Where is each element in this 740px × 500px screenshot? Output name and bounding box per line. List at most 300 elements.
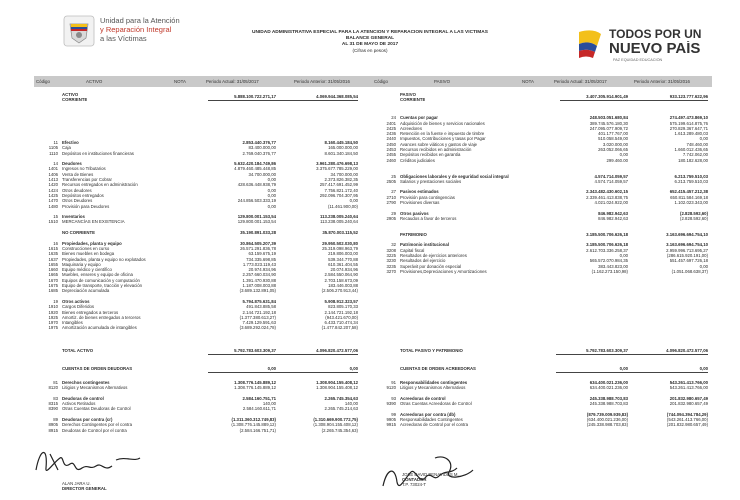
account-label: Cuentas por pagar xyxy=(400,115,438,121)
account-value-actual: 0,00 xyxy=(619,152,628,158)
account-value-actual: 263.052.066,65 xyxy=(598,147,628,153)
account-code: 1660 xyxy=(48,267,58,273)
activo-title: ACTIVO xyxy=(62,92,79,97)
account-code: 29 xyxy=(391,210,396,216)
account-label: Caja xyxy=(62,145,71,151)
right-logo xyxy=(575,26,705,68)
right-label-column xyxy=(400,110,548,274)
contador-tp: T.P. 73024-T xyxy=(402,482,427,487)
left-orden-actual-column xyxy=(204,380,276,433)
total-pasivo-underline xyxy=(556,354,708,355)
account-value-actual: 0,00 xyxy=(267,203,276,209)
account-value-anterior: 3.163.696.694.754,10 xyxy=(666,231,708,237)
account-value-actual: 1.187.008.003,88 xyxy=(242,283,276,289)
col-activo: ACTIVO xyxy=(86,78,103,84)
orden-value-actual: 2.584.160.611,71 xyxy=(242,406,276,412)
orden-code: 9390 xyxy=(386,401,396,407)
account-value-actual: 299.460.00 xyxy=(606,157,628,163)
account-value-actual: 35.190.891.033,28 xyxy=(240,230,276,236)
pasivo-total-underline xyxy=(560,100,708,101)
account-label: Créditos judiciales xyxy=(400,157,435,163)
account-code: 1480 xyxy=(48,203,58,209)
account-label: Provisiones diversas xyxy=(400,200,440,206)
account-value-actual: 3.185.500.706.626,18 xyxy=(586,242,628,248)
orden-label: Activos Retirados xyxy=(62,401,96,407)
account-code: 1975 xyxy=(48,325,58,331)
account-code: 1920 xyxy=(48,309,58,315)
orden-label: Litigios y Mecanismos Alternativos xyxy=(62,385,128,391)
account-value-anterior: 0,00 xyxy=(699,136,708,142)
account-value-anterior: 2.959.996.713.695,27 xyxy=(666,247,708,253)
account-label: Provisiones,Depreciaciones y Amortizaciones xyxy=(400,268,487,274)
account-value-anterior: 3.375.677.785.229,00 xyxy=(316,166,358,172)
orden-value-anterior: (744.094.394.784,29) xyxy=(666,411,708,417)
account-label: Equipos de comunicación y computación xyxy=(62,277,140,283)
account-code: 2905 xyxy=(386,215,396,221)
account-label: Inventarios xyxy=(62,214,85,220)
account-code: 1413 xyxy=(48,177,58,183)
account-value-actual: 1.391.470.930,88 xyxy=(242,277,276,283)
account-value-actual: (1.162.273.150,98) xyxy=(591,268,628,274)
left-orden-code-column xyxy=(40,380,58,433)
orden-value-actual: 140,00 xyxy=(262,401,276,407)
pasivo-corriente-title: CORRIENTE xyxy=(400,97,426,102)
orden-label: Responsabilidades contingentes xyxy=(400,380,468,385)
account-code: 1110 xyxy=(49,150,58,156)
orden-deudoras-title: CUENTAS DE ORDEN DEUDORAS xyxy=(62,366,133,371)
orden-value-anterior: 201.832.980.657,49 xyxy=(669,395,708,401)
account-value-actual: 20.974.934,96 xyxy=(248,267,276,273)
account-code: 3270 xyxy=(386,268,396,274)
colombia-shield-icon xyxy=(62,14,96,48)
account-value-actual: 491.843.885,58 xyxy=(246,304,276,310)
orden-value-anterior: (2.265.745.354,63) xyxy=(321,427,358,433)
orden-deudoras-val1: 0,00 xyxy=(267,366,276,371)
account-code: 32 xyxy=(391,242,396,248)
account-code: 2460 xyxy=(386,157,396,163)
report-title: UNIDAD ADMINISTRATIVA ESPECIAL PARA LA ATENCION Y REPARACION INTEGRAL A LAS VICTIMAS xyxy=(252,30,488,35)
account-code: 1420 xyxy=(48,182,58,188)
account-label: Maquinaria y equipo xyxy=(62,261,101,267)
orden-value-anterior: (543.261.413.766,00) xyxy=(666,417,708,423)
activo-total-actual: 5.888.100.722.271,17 xyxy=(234,94,276,99)
col-periodo-actual-right: Periodo Actual: 31/05/2017 xyxy=(554,78,607,84)
col-periodo-anterior-left: Periodo Anterior: 31/05/2016 xyxy=(294,78,350,84)
orden-value-actual: (1.308.776.145.889,12) xyxy=(231,422,276,428)
account-value-anterior: (1.051.068.638,37) xyxy=(671,268,708,274)
account-label: Superávit por donación especial xyxy=(400,263,462,269)
account-value-anterior: (1.477.842.207,58) xyxy=(321,325,358,331)
account-label: Patrimonio institucional xyxy=(400,242,449,248)
account-label: Construcciones en curso xyxy=(62,245,110,251)
account-value-anterior: 29.950.502.030,80 xyxy=(322,240,358,246)
account-value-anterior: 1.660.012.436,65 xyxy=(674,147,708,153)
account-label: MERCANCÍAS EN EXISTENCIA xyxy=(62,219,125,225)
account-value-actual: 2.339.461.413.838,75 xyxy=(586,194,628,200)
account-value-anterior: 7.742.062,00 xyxy=(682,152,708,158)
total-activo-label: TOTAL ACTIVO xyxy=(62,348,94,353)
account-label: Recaudos a favor de terceros xyxy=(400,215,457,221)
account-code: 1665 xyxy=(48,272,58,278)
orden-label: Otras Cuentas Acreedoras de Control xyxy=(400,401,472,407)
orden-value-anterior: 2.265.745.354,63 xyxy=(324,395,358,401)
account-value-actual: 0,00 xyxy=(267,192,276,198)
account-value-anterior: 8.601.340.184,50 xyxy=(324,150,358,156)
column-header-bar xyxy=(34,76,712,87)
account-label: Cargos Diferidos xyxy=(62,304,95,310)
account-label: Equipo médico y científico xyxy=(62,267,112,273)
account-label: NO CORRIENTE xyxy=(62,230,95,236)
orden-code: 8390 xyxy=(48,406,58,412)
account-value-anterior: 3.961.280.476.698,13 xyxy=(316,161,358,167)
account-value-anterior: 748.460,00 xyxy=(686,141,708,147)
account-value-anterior: 113.238.005.240,64 xyxy=(320,214,358,220)
left-logo-line-3: a las Víctimas xyxy=(100,34,147,43)
right-logo-tagline: PAZ EQUIDAD EDUCACIÓN xyxy=(613,58,663,62)
account-value-anterior: 3.163.696.694.754,10 xyxy=(666,242,708,248)
orden-code: 99 xyxy=(391,411,396,417)
account-label: Transferencias por Cobrar xyxy=(62,177,112,183)
account-value-actual: 389.745.576.180,30 xyxy=(589,120,628,126)
account-code: 1925 xyxy=(48,314,58,320)
account-value-actual: 4.021.024.922,00 xyxy=(594,200,628,206)
account-code: 1685 xyxy=(48,288,58,294)
account-value-actual: 0,00 xyxy=(267,187,276,193)
orden-label: Acreedoras por contra (db) xyxy=(400,411,456,417)
right-orden-anterior-column xyxy=(632,380,708,428)
account-value-actual: 0,00 xyxy=(619,253,628,259)
account-code: 19 xyxy=(53,298,58,304)
orden-code: 89 xyxy=(53,417,58,423)
account-value-actual: 5.632.420.184.749,86 xyxy=(234,161,276,167)
account-label: Propiedades, planta y equipo no explotados xyxy=(62,256,146,262)
account-label: Amortización acumulada de intangibles xyxy=(62,325,137,331)
account-code: 1655 xyxy=(48,261,58,267)
account-code: 1615 xyxy=(48,245,58,251)
account-value-actual: 0,00 xyxy=(267,177,276,183)
account-value-anterior: 2.373.826.382,35 xyxy=(324,177,358,183)
orden-label: Derechos contingentes xyxy=(62,380,110,385)
orden-value-anterior: 140,00 xyxy=(344,401,358,407)
pasivo-total-anterior: 933.123.777.622,96 xyxy=(669,94,708,99)
right-actual-column xyxy=(552,110,628,274)
account-label: Obligaciones laborales y de seguridad social integral xyxy=(400,173,509,179)
account-value-anterior: 823.805.170,33 xyxy=(328,304,358,310)
left-anterior-column xyxy=(286,140,358,331)
orden-code: 8120 xyxy=(48,385,58,391)
account-code: 1637 xyxy=(48,256,58,262)
account-code: 1635 xyxy=(48,251,58,257)
orden-value-actual: 2.584.160.751,71 xyxy=(242,395,276,401)
account-value-anterior: 6.213.759.510,03 xyxy=(674,173,708,179)
account-code: 11 xyxy=(53,140,58,145)
account-code: 1670 xyxy=(48,277,58,283)
account-value-actual: 401.177.767,00 xyxy=(598,131,628,137)
account-value-anterior: 35.870.003.115,52 xyxy=(322,230,358,236)
account-label: Recursos entregados en administración xyxy=(62,182,138,188)
account-code: 14 xyxy=(53,161,58,167)
account-value-anterior: 180.182.628,00 xyxy=(678,157,708,163)
orden-code: 8315 xyxy=(48,401,58,407)
account-value-anterior: 610.361.404,55 xyxy=(328,261,358,267)
total-activo-actual: 5.792.783.603.309,37 xyxy=(234,348,276,353)
account-value-anterior: 219.806.003,00 xyxy=(328,251,358,257)
account-code: 16 xyxy=(53,240,58,246)
account-value-actual: 846.982.942,63 xyxy=(598,210,628,216)
orden-code: 8915 xyxy=(48,427,58,433)
orden-value-actual: (1.311.360.312.749,83) xyxy=(231,417,276,423)
orden-label: Acreedoras de control xyxy=(400,395,446,401)
orden-acreedoras-title: CUENTAS DE ORDEN ACREEDORAS xyxy=(400,366,476,371)
account-value-anterior: 0,00 xyxy=(699,263,708,269)
report-subtitle: BALANCE GENERAL xyxy=(345,36,395,41)
left-orden-label-column xyxy=(62,380,202,433)
account-value-actual: 3.185.500.706.626,18 xyxy=(586,231,628,237)
orden-code: 9915 xyxy=(386,422,396,428)
col-codigo-right: Código xyxy=(374,78,388,84)
account-value-actual: 1.773.023.119,43 xyxy=(242,261,276,267)
orden-value-actual: (2.584.166.751,71) xyxy=(239,427,276,433)
account-label: Intangibles xyxy=(62,320,83,326)
account-value-anterior: (2.828.592,60) xyxy=(680,210,708,216)
account-value-anterior: 292.096.704.307,95 xyxy=(319,192,358,198)
account-value-anterior: 551.457.697.726,18 xyxy=(669,258,708,264)
account-value-actual: 30.864.505.207,39 xyxy=(240,240,276,246)
right-logo-line-1: TODOS POR UN xyxy=(609,28,702,41)
account-value-actual: 2.612.703.336.258,37 xyxy=(586,247,628,253)
orden-value-actual: 634.400.021.236,00 xyxy=(589,385,628,391)
orden-code: 8905 xyxy=(48,422,58,428)
account-value-actual: 7.429.129.591,63 xyxy=(242,320,276,326)
right-orden-actual-column xyxy=(552,380,628,428)
account-value-anterior: 652.415.457.212,38 xyxy=(669,189,708,195)
account-code: 1424 xyxy=(48,187,58,193)
orden-label: Deudoras de Control por el contra xyxy=(62,427,127,433)
orden-value-anterior: (201.832.980.657,49) xyxy=(666,422,708,428)
account-code: 1470 xyxy=(48,198,58,204)
account-value-anterior: 34.700.000,00 xyxy=(330,171,358,177)
orden-label: Litigios y Mecanismos Alternativos xyxy=(400,385,466,391)
account-label: Equipo de transporte, tracción y elevación xyxy=(62,283,143,289)
account-value-actual: 129.800.001.153,54 xyxy=(237,214,276,220)
account-code: 27 xyxy=(391,189,396,195)
total-activo-underline xyxy=(208,354,358,355)
account-label: Retención en la fuente e impuesto de timbre xyxy=(400,131,485,137)
account-label: Acreedores xyxy=(400,125,422,131)
right-orden-label-column xyxy=(400,380,548,428)
left-logo-line-1: Unidad para la Atención xyxy=(100,16,180,25)
report-unit: (Cifras en pesos) xyxy=(352,48,388,53)
orden-label: Acreedoras de Control por el contra xyxy=(400,422,469,428)
account-value-actual: 26.571.291.836,78 xyxy=(240,245,276,251)
left-logo-line-2: y Reparación Integral xyxy=(100,25,172,34)
account-value-anterior: 650.811.584.169,18 xyxy=(670,194,708,200)
left-label-column xyxy=(62,140,202,331)
left-code-column xyxy=(40,140,58,331)
account-value-anterior: (2.506.270.913,44) xyxy=(321,288,358,294)
account-value-anterior: 539.344.770,88 xyxy=(328,256,358,262)
account-value-actual: 2.257.660.034,90 xyxy=(242,272,276,278)
account-value-actual: 2.144.721.192,18 xyxy=(242,309,276,315)
account-code: 1970 xyxy=(48,320,58,326)
director-role: DIRECTOR GENERAL xyxy=(62,486,107,491)
total-pasivo-patrimonio-label: TOTAL PASIVO Y PATRIMONIO xyxy=(400,348,463,353)
activo-total-anterior: 4.069.944.368.085,54 xyxy=(316,94,358,99)
account-value-actual: 4.574.714.059,57 xyxy=(594,178,628,184)
account-value-actual: 428.636.448.938,79 xyxy=(237,182,276,188)
account-value-actual: 247.095.077.909,72 xyxy=(589,125,628,131)
orden-value-actual: 1.308.776.145.889,12 xyxy=(234,385,276,391)
orden-value-anterior: 1.308.904.155.408,12 xyxy=(316,385,358,391)
account-code: 2401 xyxy=(386,120,396,126)
account-label: Provisión para Deudores xyxy=(62,203,110,209)
report-date: AL 31 DE MAYO DE 2017 xyxy=(341,42,399,47)
orden-acreedoras-val1: 0,00 xyxy=(619,366,628,371)
account-value-actual: 734.335.698,85 xyxy=(246,256,276,262)
account-value-anterior: 1.102.023.343,00 xyxy=(674,200,708,206)
orden-value-actual: 245.338.988.703,83 xyxy=(589,395,628,401)
account-value-anterior: 25.319.098.963,79 xyxy=(322,245,358,251)
col-periodo-anterior-right: Periodo Anterior: 31/05/2016 xyxy=(634,78,690,84)
orden-code: 83 xyxy=(53,395,58,401)
orden-value-anterior: 2.265.745.214,63 xyxy=(324,406,358,412)
account-value-anterior: 113.238.005.240,64 xyxy=(320,219,358,225)
orden-value-anterior: 1.308.904.155.408,12 xyxy=(316,380,358,385)
account-value-anterior: (2.828.592,60) xyxy=(680,215,708,221)
total-pasivo-patrimonio-actual: 5.792.783.603.309,37 xyxy=(586,348,628,353)
account-label: Deudores xyxy=(62,161,82,167)
account-code: 1675 xyxy=(48,283,58,289)
orden-label: Responsabilidades Contingentes xyxy=(400,417,463,423)
account-label: Avances sobre viáticos y gastos de viaje xyxy=(400,141,478,147)
total-pasivo-patrimonio-anterior: 4.096.820.472.577,06 xyxy=(666,348,708,353)
account-value-anterior: 5.908.912.323,57 xyxy=(324,298,358,304)
right-code-column xyxy=(378,110,396,274)
left-orden-anterior-column xyxy=(286,380,358,433)
account-label: Bienes entregados a terceros xyxy=(62,309,119,315)
account-value-actual: 248.503.051.680,84 xyxy=(589,115,628,121)
account-value-actual: 244.856.503.333,19 xyxy=(237,198,276,204)
account-label: Muebles, enseres y equipo de oficina xyxy=(62,272,133,278)
pasivo-title: PASIVO xyxy=(400,92,416,97)
account-value-anterior: 20.074.934,96 xyxy=(330,267,358,273)
account-label: Salarios y prestaciones sociales xyxy=(400,178,462,184)
total-activo-anterior: 4.096.820.472.577,06 xyxy=(316,348,358,353)
account-label: Otros deudores xyxy=(62,187,92,193)
account-label: Resultados del ejercicio xyxy=(400,258,446,264)
account-code: 2455 xyxy=(386,152,396,158)
account-value-actual: 846.982.942,63 xyxy=(598,215,628,221)
col-pasivo: PASIVO xyxy=(434,78,451,84)
account-label: Otros activos xyxy=(62,298,90,304)
account-code: 15 xyxy=(53,214,58,220)
account-code: 1401 xyxy=(48,166,58,172)
account-label: Amortiz. de bienes entregados a terceros xyxy=(62,314,141,320)
orden-value-actual: 1.308.776.145.889,12 xyxy=(234,380,276,385)
account-value-anterior: 8.160.445.184,50 xyxy=(324,140,358,145)
account-value-anterior: 165.000.000,00 xyxy=(328,145,358,151)
account-code: 3208 xyxy=(386,247,396,253)
account-value-actual: 383.443.823,00 xyxy=(598,263,628,269)
account-label: Ingresos no Tributarios xyxy=(62,166,106,172)
account-code: 2425 xyxy=(386,125,396,131)
account-label: Venta de Bienes xyxy=(62,171,94,177)
account-code: 2450 xyxy=(386,141,396,147)
account-value-actual: 565.572.070.984,35 xyxy=(589,258,628,264)
account-value-actual: 510.058.549,00 xyxy=(598,136,628,142)
orden-deudoras-underline xyxy=(208,372,358,373)
orden-label: Otras Cuentas Deudoras de Control xyxy=(62,406,131,412)
orden-label: Deudoras de control xyxy=(62,395,104,401)
account-value-actual: 129.800.001.153,54 xyxy=(237,219,276,225)
account-value-anterior: 575.199.614.875,76 xyxy=(669,120,708,126)
col-nota-left: NOTA xyxy=(174,78,186,84)
account-label: Depósitos entregados xyxy=(62,192,104,198)
col-codigo-left: Código xyxy=(36,78,50,84)
orden-code: 9905 xyxy=(386,417,396,423)
orden-value-anterior: (1.310.669.900.772,75) xyxy=(313,417,358,423)
account-value-anterior: 2.144.721.192,18 xyxy=(324,309,358,315)
account-value-actual: 4.574.714.059,57 xyxy=(594,173,628,179)
contador-name: JOSE DAVID BENAVIDES M. xyxy=(402,472,459,477)
account-value-actual: 2.343.482.430.602,15 xyxy=(586,189,628,195)
account-code: 1910 xyxy=(48,304,58,310)
orden-value-actual: (245.338.988.703,83) xyxy=(586,422,628,428)
orden-label: Derechos Contingentes por el contra xyxy=(62,422,132,428)
right-anterior-column xyxy=(632,110,708,274)
col-nota-right: NOTA xyxy=(522,78,534,84)
account-value-actual: 63.159.675,19 xyxy=(248,251,276,257)
account-label: Pasivos estimados xyxy=(400,189,439,195)
account-value-anterior: 183.446.003,88 xyxy=(328,283,358,289)
account-code: 1105 xyxy=(48,145,58,151)
director-signature xyxy=(30,440,160,482)
orden-value-actual: 245.338.988.703,83 xyxy=(589,401,628,407)
left-actual-column xyxy=(204,140,276,331)
account-value-actual: 83.400.000,00 xyxy=(248,145,276,151)
account-code: 2710 xyxy=(386,194,396,200)
col-periodo-actual-left: Periodo Actual: 31/05/2017 xyxy=(206,78,259,84)
account-code: 2453 xyxy=(386,147,396,153)
account-label: Depósitos en instituciones financieras xyxy=(62,150,134,156)
account-code: 24 xyxy=(391,115,396,121)
account-label: Efectivo xyxy=(62,140,79,145)
orden-code: 81 xyxy=(53,380,58,385)
account-label: Otros Deudores xyxy=(62,198,93,204)
account-label: Depreciación acumulada xyxy=(62,288,110,294)
orden-value-actual: (634.400.021.236,00) xyxy=(586,417,628,423)
account-label: Bienes muebles en bodega xyxy=(62,251,115,257)
account-value-actual: 5.794.875.631,84 xyxy=(242,298,276,304)
account-code: 25 xyxy=(391,173,396,179)
account-label: Otros pasivos xyxy=(400,210,429,216)
account-label: Impuestos, Contribuciones y tasas por Pagar xyxy=(400,136,486,142)
orden-value-actual: (879.739.009.939,83) xyxy=(586,411,628,417)
account-value-anterior: 274.497.473.869,10 xyxy=(669,115,708,121)
account-value-anterior: 7.756.821.172,40 xyxy=(324,187,358,193)
contador-role: CONTADOR xyxy=(402,477,427,482)
activo-total-underline xyxy=(208,100,358,101)
left-logo xyxy=(62,12,202,52)
right-orden-code-column xyxy=(378,380,396,428)
pasivo-total-actual: 3.407.305.914.901,49 xyxy=(586,94,628,99)
account-code: 3235 xyxy=(386,263,396,269)
account-value-anterior: 270.829.367.647,71 xyxy=(669,125,708,131)
account-value-anterior: (286.615.920.191,00) xyxy=(666,253,708,259)
account-value-anterior: 0,00 xyxy=(349,198,358,204)
account-code: 3230 xyxy=(386,258,396,264)
account-code: 1406 xyxy=(48,171,58,177)
